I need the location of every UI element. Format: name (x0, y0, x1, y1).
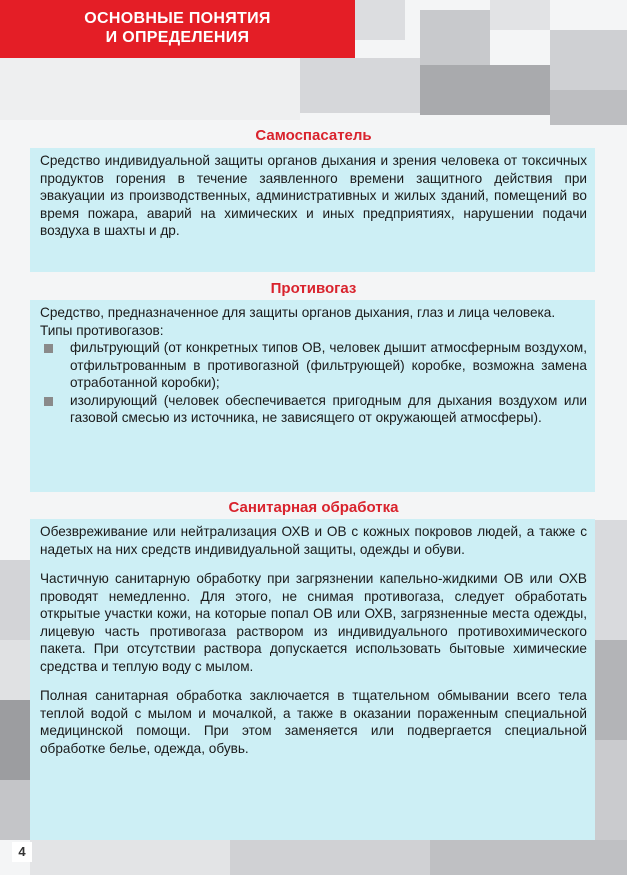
gas-mask-type-filter: фильтрующий (от конкретных типов ОВ, человек дышит атмосферным воздухом, отфильтрованным в противогазной (фильтрующей) коробке, возможна замена отработанной коробки); (70, 340, 587, 390)
gas-mask-box (30, 300, 595, 492)
page-header (0, 0, 355, 58)
decor-square (420, 65, 550, 115)
decor-square (430, 840, 627, 875)
sanitary-title: Санитарная обработка (228, 499, 399, 516)
gas-mask-text: Средство, предназначенное для защиты органов дыхания, глаз и лица человека. (40, 305, 556, 320)
decor-square (230, 840, 430, 875)
sanitary-box (30, 519, 595, 840)
decor-square (0, 780, 30, 840)
decor-square (595, 640, 627, 740)
decor-square (595, 520, 627, 640)
decor-square (0, 700, 30, 780)
gas-mask-types-label: Типы противогазов: (40, 322, 164, 338)
decor-square (420, 10, 490, 65)
decor-square (30, 840, 230, 875)
decor-square (595, 740, 627, 840)
self-rescuer-text: Средство индивидуальной защиты органов дыхания и зрения человека от токсичных продуктов горения в течение заявленного времени защитного действия при эвакуации из производственных, административных и жилых зданий, помещений во время пожара, аварий на химических и иных предприятиях, нарушении подачи воздуха в шахты и др. (40, 153, 587, 238)
decor-square (300, 58, 420, 113)
self-rescuer-box (30, 148, 595, 272)
sanitary-full: Полная санитарная обработка заключается в тщательном обмывании всего тела теплой водой с мылом и мочалкой, а также в оказании пораженным специальной медицинской помощи. При этом заменяется или подвергается специальной обработке белье, одежда, обувь. (40, 688, 587, 756)
sanitary-partial: Частичную санитарную обработку при загрязнении капельно-жидкими ОВ или ОХВ проводят немедленно. Для этого, не снимая противогаза, следует обработать открытые участки кожи, на которые попал ОВ или ОХВ, загрязненные места одежды, лицевую часть противогаза раствором из индивидуального противохимического пакета. При отсутствии раствора допускается использовать бытовые химические средства и теплую воду с мылом. (40, 571, 587, 674)
gas-mask-type-isolating: изолирующий (человек обеспечивается пригодным для дыхания воздухом или газовой смесью из источника, не зависящего от окружающей атмосферы). (70, 392, 587, 425)
header-line-1: ОСНОВНЫЕ ПОНЯТИЯ (84, 10, 271, 27)
decor-square (0, 58, 300, 120)
list-item (40, 392, 587, 427)
gas-mask-types-list (40, 339, 587, 427)
square-bullet-icon (44, 397, 53, 406)
decor-square (550, 30, 627, 90)
decor-square (0, 560, 30, 640)
decor-square (0, 640, 30, 700)
gas-mask-title: Противогаз (270, 280, 357, 297)
self-rescuer-title: Самоспасатель (255, 127, 372, 144)
decor-square (355, 0, 405, 40)
header-line-2: И ОПРЕДЕЛЕНИЯ (105, 29, 250, 46)
sanitary-definition: Обезвреживание или нейтрализация ОХВ и ОВ с кожных покровов людей, а также с надетых на них средств индивидуальной защиты, одежды и обуви. (40, 524, 587, 557)
page-number: 4 (12, 842, 32, 862)
square-bullet-icon (44, 344, 53, 353)
decor-square (490, 0, 550, 30)
decor-square (550, 90, 627, 125)
list-item (40, 339, 587, 392)
